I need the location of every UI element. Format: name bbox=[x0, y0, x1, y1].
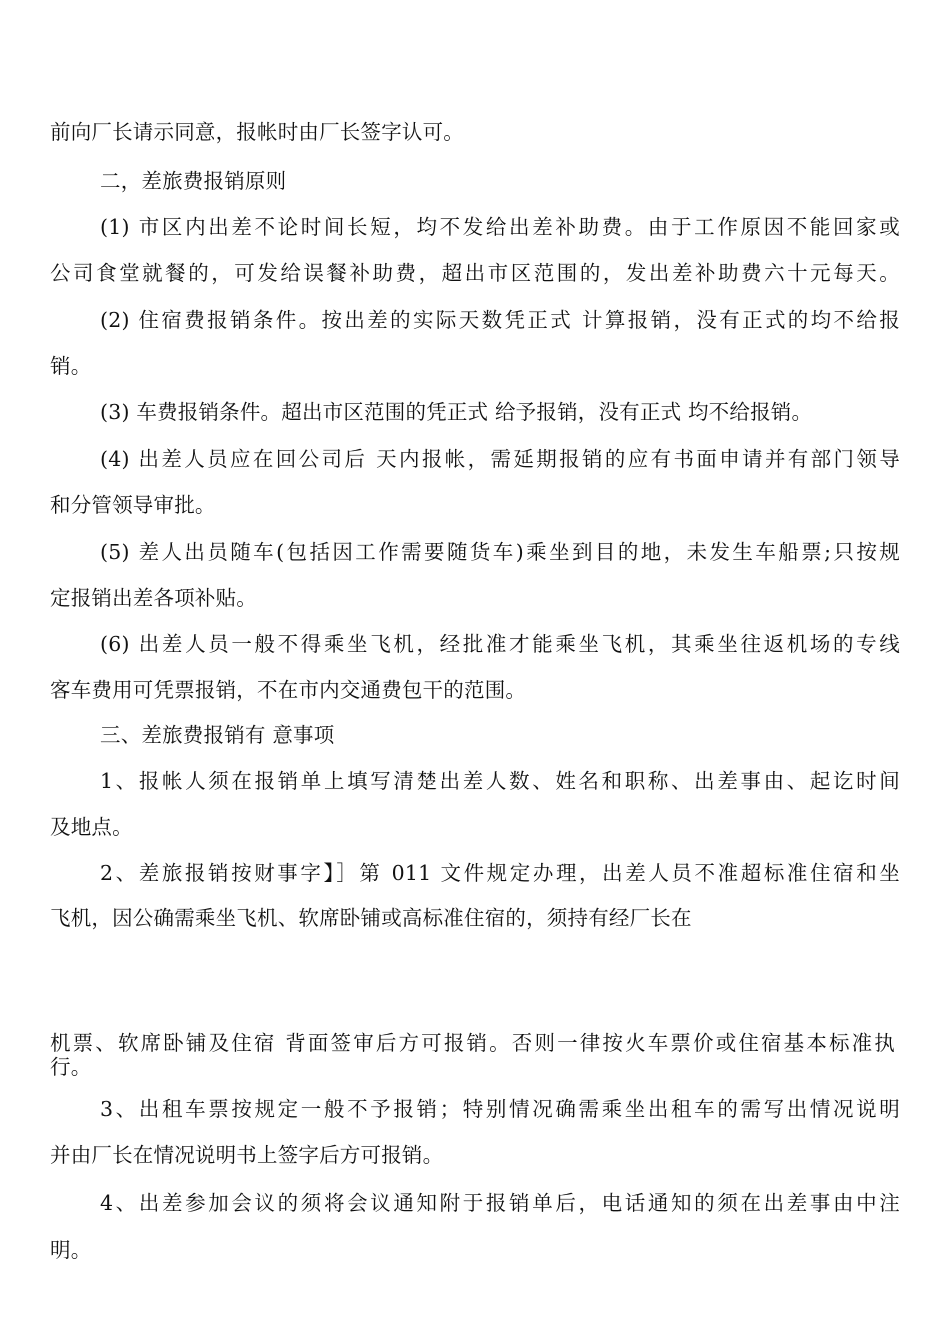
text-line: (2) 住宿费报销条件。按出差的实际天数凭正式 计算报销，没有正式的均不给报 bbox=[100, 308, 900, 332]
text-line: 明。 bbox=[50, 1238, 92, 1262]
text-line: 前向厂长请示同意，报帐时由厂长签字认可。 bbox=[50, 120, 464, 144]
text-line: 并由厂长在情况说明书上签字后方可报销。 bbox=[50, 1143, 444, 1167]
text-line: 行。 bbox=[50, 1055, 92, 1079]
text-line: 1、报帐人须在报销单上填写清楚出差人数、姓名和职称、出差事由、起讫时间 bbox=[100, 769, 900, 793]
text-line: 定报销出差各项补贴。 bbox=[50, 586, 257, 610]
text-line: 3、出租车票按规定一般不予报销；特别情况确需乘坐出租车的需写出情况说明 bbox=[100, 1097, 900, 1121]
text-line: 2、差旅报销按财事字】］第 011 文件规定办理，出差人员不准超标准住宿和坐 bbox=[100, 861, 900, 885]
text-line: 及地点。 bbox=[50, 815, 133, 839]
text-line: 公司食堂就餐的，可发给误餐补助费，超出市区范围的，发出差补助费六十元每天。 bbox=[50, 261, 900, 285]
text-line: (5) 差人出员随车(包括因工作需要随货车)乘坐到目的地，未发生车船票;只按规 bbox=[100, 540, 900, 564]
text-line: 4、出差参加会议的须将会议通知附于报销单后，电话通知的须在出差事由中注 bbox=[100, 1191, 900, 1215]
text-line: 机票、软席卧铺及住宿 背面签审后方可报销。否则一律按火车票价或住宿基本标准执 bbox=[50, 1031, 895, 1055]
text-line: 和分管领导审批。 bbox=[50, 493, 216, 517]
text-line: (3) 车费报销条件。超出市区范围的凭正式 给予报销，没有正式 均不给报销。 bbox=[100, 400, 813, 424]
text-line: 销。 bbox=[50, 354, 92, 378]
section-heading: 二，差旅费报销原则 bbox=[100, 169, 287, 193]
text-line: (1) 市区内出差不论时间长短，均不发给出差补助费。由于工作原因不能回家或 bbox=[100, 215, 900, 239]
text-line: 飞机，因公确需乘坐飞机、软席卧铺或高标准住宿的，须持有经厂长在 bbox=[50, 906, 692, 930]
text-line: (6) 出差人员一般不得乘坐飞机，经批准才能乘坐飞机，其乘坐往返机场的专线 bbox=[100, 632, 900, 656]
text-line: 客车费用可凭票报销，不在市内交通费包干的范围。 bbox=[50, 678, 527, 702]
text-line: (4) 出差人员应在回公司后 天内报帐，需延期报销的应有书面申请并有部门领导 bbox=[100, 447, 900, 471]
section-heading: 三、差旅费报销有 意事项 bbox=[100, 723, 335, 747]
